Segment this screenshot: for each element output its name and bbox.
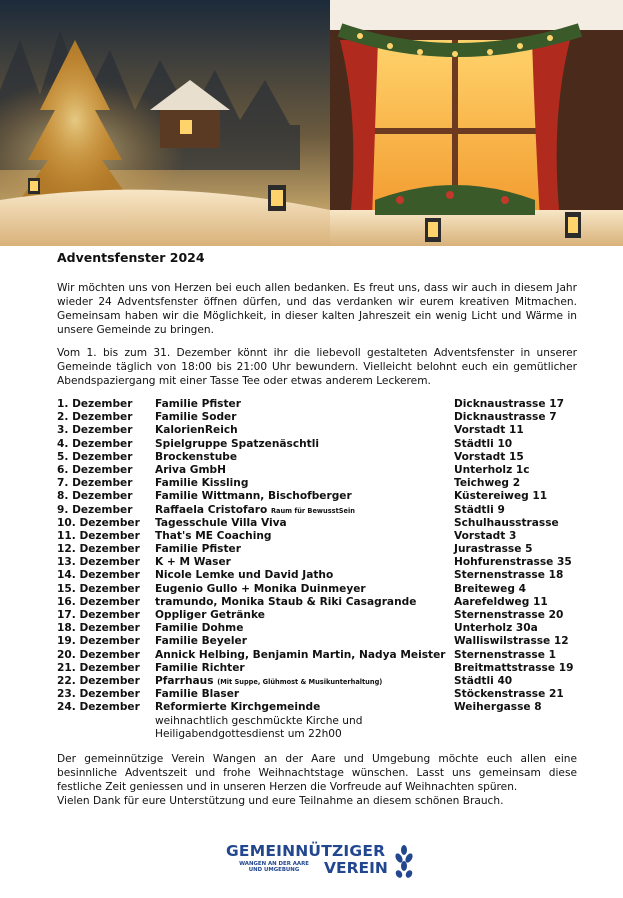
schedule-date: 7. Dezember (57, 477, 133, 490)
schedule-host: Spielgruppe Spatzenäschtli (155, 437, 319, 450)
schedule-host: Familie Pfister (155, 398, 241, 410)
schedule-host: Brockenstube (155, 450, 238, 463)
schedule-row (57, 411, 587, 424)
christmas-window-banner (0, 0, 623, 246)
schedule-address: Städtli 10 (454, 437, 513, 450)
schedule-address: Städtli 40 (454, 674, 513, 687)
schedule-row (57, 596, 587, 609)
schedule-date: 20. Dezember (57, 648, 140, 661)
schedule-row (57, 477, 587, 490)
schedule-address: Sternenstrasse 1 (454, 648, 556, 661)
schedule-extra-line: weihnachtlich geschmückte Kirche und (155, 714, 363, 727)
christmas-window-scene-icon (0, 0, 623, 246)
schedule-date: 19. Dezember (57, 635, 140, 648)
leaf-mark-icon (394, 844, 414, 880)
schedule-date: 15. Dezember (57, 582, 140, 595)
schedule-date: 8. Dezember (57, 490, 133, 503)
schedule-host: KalorienReich (155, 424, 238, 437)
closing-paragraph: Der gemeinnützige Verein Wangen an der Aare und Umgebung möchte euch allen eine besinnliche Adventszeit und frohe Weihnachtstage wünschen. Lasst uns gemeinsam diese festliche Zeit geniessen und in unseren Herzen die Vorfreude auf Weihnachten spüren. (57, 753, 577, 793)
schedule-date: 16. Dezember (57, 595, 140, 608)
schedule-address: Breiteweg 4 (454, 582, 526, 595)
schedule-date: 21. Dezember (57, 661, 140, 674)
schedule-host: Familie Wittmann, Bischofberger (155, 490, 352, 503)
schedule-host: Annick Helbing, Benjamin Martin, Nadya Meister (155, 648, 446, 661)
schedule-row (57, 398, 587, 411)
schedule-host: That's ME Coaching (155, 529, 272, 542)
schedule-address: Dicknaustrasse 7 (454, 411, 557, 424)
schedule-row (57, 675, 587, 688)
schedule-row (57, 688, 587, 701)
intro-paragraph: Wir möchten uns von Herzen bei euch allen bedanken. Es freut uns, dass wir auch in diesem Jahr wieder 24 Adventsfenster öffnen dürfen, und das verdanken wir eurem kreativen Mitmachen. Gemeinsam haben wir die Möglichkeit, in dieser kalten Jahreszeit ein wenig Licht und Wärme in unsere Gemeinde zu bringen. (57, 282, 577, 336)
schedule-host: K + M Waser (155, 556, 231, 569)
schedule-row (57, 583, 587, 596)
schedule-address: Teichweg 2 (454, 477, 521, 490)
schedule-row (57, 622, 587, 635)
logo-line-1: GEMEINNÜTZIGER (226, 842, 386, 860)
logo-subtitle-line-1: WANGEN AN DER AARE (239, 861, 309, 867)
schedule-address: Vorstadt 15 (454, 450, 524, 463)
schedule-row (57, 490, 587, 503)
schedule-row (57, 504, 587, 517)
schedule-date: 3. Dezember (57, 424, 133, 437)
schedule-address: Unterholz 1c (454, 463, 530, 476)
closing-section (57, 752, 577, 808)
schedule-date: 1. Dezember (57, 398, 133, 410)
info-paragraph: Vom 1. bis zum 31. Dezember könnt ihr die liebevoll gestalteten Adventsfenster in unserer Gemeinde täglich von 18:00 bis 21:00 Uhr bewundern. Vielleicht belohnt euch ein gemütlicher Abendspaziergang mit einer Tasse Tee oder etwas anderem Leckerem. (57, 347, 577, 387)
schedule-address: Unterholz 30a (454, 622, 538, 635)
schedule-row (57, 662, 587, 675)
schedule-row (57, 517, 587, 530)
schedule-address: Hohfurenstrasse 35 (454, 556, 572, 569)
schedule-address: Vorstadt 11 (454, 424, 524, 437)
advent-schedule (57, 398, 587, 741)
schedule-row (57, 609, 587, 622)
schedule-date: 14. Dezember (57, 569, 140, 582)
schedule-row (57, 451, 587, 464)
logo-line-3: VEREIN (324, 859, 388, 877)
schedule-row (57, 649, 587, 662)
thanks-line: Vielen Dank für eure Unterstützung und eure Teilnahme an diesem schönen Brauch. (57, 795, 504, 807)
schedule-row (57, 701, 587, 714)
schedule-host: Eugenio Gullo + Monika Duinmeyer (155, 582, 366, 595)
schedule-host: Familie Pfister (155, 543, 241, 556)
schedule-row (57, 543, 587, 556)
schedule-date: 9. Dezember (57, 503, 133, 516)
schedule-address: Sternenstrasse 18 (454, 569, 564, 582)
schedule-date: 13. Dezember (57, 556, 140, 569)
schedule-address: Schulhausstrasse (454, 516, 559, 529)
schedule-row (57, 438, 587, 451)
schedule-host: Tagesschule Villa Viva (155, 516, 287, 529)
schedule-host: Familie Kissling (155, 477, 249, 490)
schedule-host: Familie Dohme (155, 622, 244, 635)
schedule-host: Familie Richter (155, 661, 245, 674)
schedule-row (57, 464, 587, 477)
schedule-host: Familie Beyeler (155, 635, 247, 648)
schedule-date: 5. Dezember (57, 450, 133, 463)
schedule-date: 12. Dezember (57, 543, 140, 556)
schedule-row (57, 569, 587, 582)
schedule-host: Pfarrhaus (Mit Suppe, Glühmost & Musikunterhaltung) (155, 674, 383, 687)
schedule-host: Oppliger Getränke (155, 609, 265, 621)
schedule-address: Breitmattstrasse 19 (454, 661, 574, 674)
schedule-date: 4. Dezember (57, 437, 133, 450)
schedule-host: Familie Blaser (155, 688, 240, 701)
schedule-host: Reformierte Kirchgemeinde (155, 701, 321, 714)
schedule-host: Nicole Lemke und David Jatho (155, 569, 334, 582)
logo-subtitle-line-2: UND UMGEBUNG (248, 867, 300, 874)
schedule-date: 2. Dezember (57, 411, 133, 424)
schedule-host: tramundo, Monika Staub & Riki Casagrande (155, 595, 417, 608)
schedule-date: 23. Dezember (57, 688, 140, 701)
schedule-row (57, 424, 587, 437)
schedule-note: (Mit Suppe, Glühmost & Musikunterhaltung) (217, 677, 383, 686)
page-title: Adventsfenster 2024 (57, 250, 205, 265)
schedule-row (57, 635, 587, 648)
schedule-extra-line: Heiligabendgottesdienst um 22h00 (155, 727, 342, 740)
verein-logo (226, 842, 416, 882)
schedule-address: Walliswilstrasse 12 (454, 635, 569, 648)
logo-subtitle (228, 861, 320, 873)
schedule-address: Jurastrasse 5 (454, 543, 533, 556)
schedule-date: 6. Dezember (57, 463, 133, 476)
schedule-host: Familie Soder (155, 411, 237, 424)
schedule-address: Küstereiweg 11 (454, 490, 548, 503)
schedule-address: Vorstadt 3 (454, 529, 517, 542)
schedule-date: 18. Dezember (57, 622, 140, 635)
schedule-host: Raffaela Cristofaro Raum für BewusstSein (155, 503, 355, 516)
schedule-date: 11. Dezember (57, 529, 140, 542)
schedule-row (57, 530, 587, 543)
schedule-note: Raum für BewusstSein (270, 506, 355, 515)
schedule-row (57, 556, 587, 569)
schedule-host: Ariva GmbH (155, 463, 226, 476)
schedule-date: 22. Dezember (57, 674, 140, 687)
schedule-address: Aarefeldweg 11 (454, 595, 548, 608)
schedule-date: 17. Dezember (57, 609, 140, 621)
schedule-address: Dicknaustrasse 17 (454, 398, 564, 410)
schedule-address: Stöckenstrasse 21 (454, 688, 564, 701)
schedule-date: 10. Dezember (57, 516, 140, 529)
schedule-date: 24. Dezember (57, 701, 140, 714)
schedule-address: Weihergasse 8 (454, 701, 542, 714)
schedule-address: Sternenstrasse 20 (454, 609, 564, 621)
schedule-address: Städtli 9 (454, 503, 505, 516)
